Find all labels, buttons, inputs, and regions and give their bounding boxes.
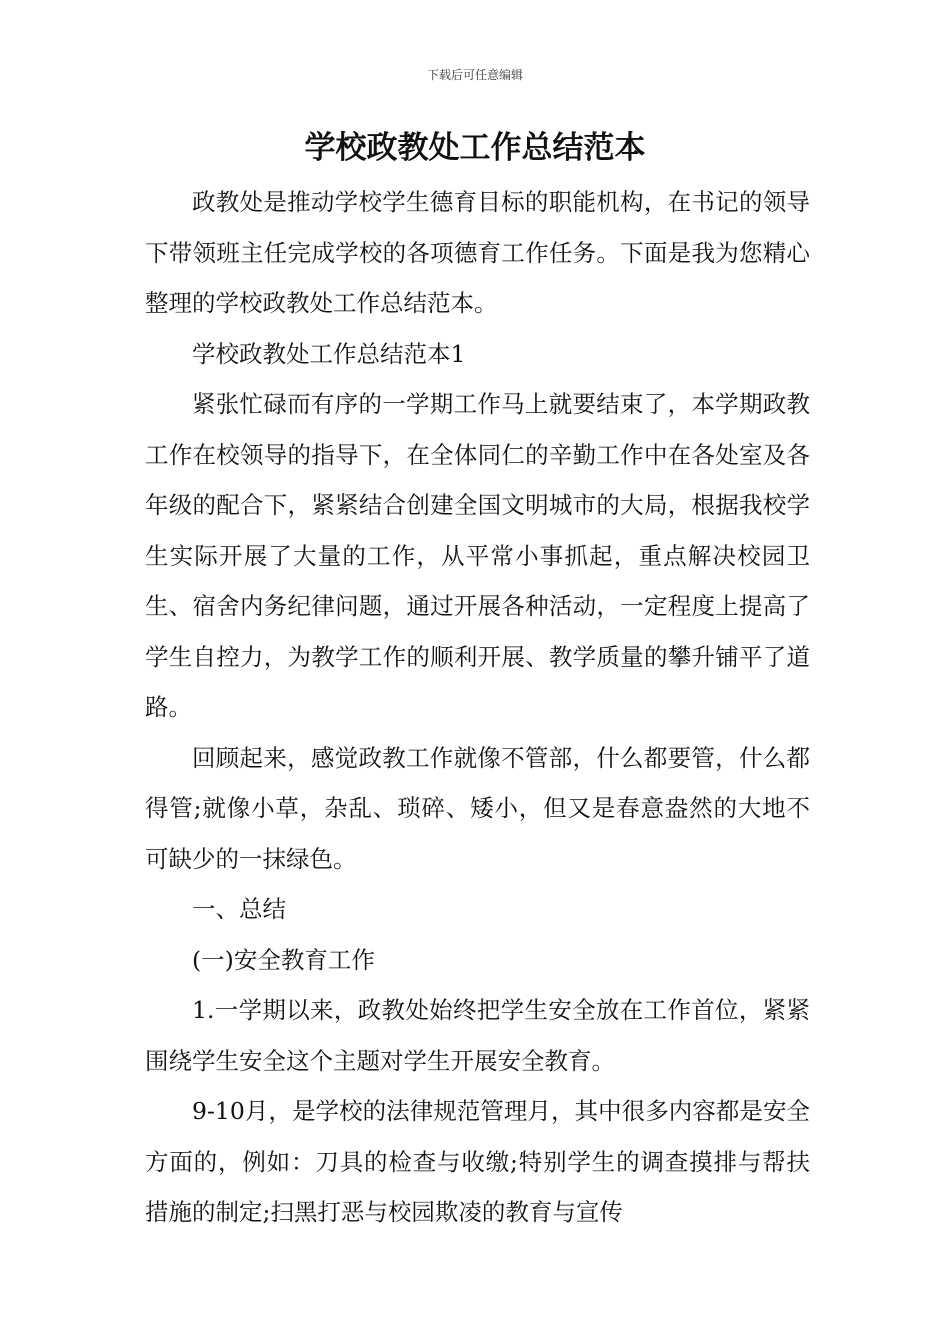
header-note: 下载后可任意编辑 — [426, 68, 523, 82]
paragraph-reflection: 回顾起来，感觉政教工作就像不管部，什么都要管，什么都得管;就像小草，杂乱、琐碎、矮小，但又是春意盎然的大地不可缺少的一抹绿色。 — [145, 743, 810, 873]
paragraph-item-1: 1.一学期以来，政教处始终把学生安全放在工作首位，紧紧围绕学生安全这个主题对学生开展安全教育。 — [145, 996, 810, 1075]
document-body — [145, 177, 810, 1238]
section-heading-summary: 一、总结 — [192, 895, 286, 923]
paragraph-intro: 政教处是推动学校学生德育目标的职能机构，在书记的领导下带领班主任完成学校的各项德育工作任务。下面是我为您精心整理的学校政教处工作总结范本。 — [145, 188, 810, 317]
paragraph-subtitle: 学校政教处工作总结范本1 — [192, 339, 466, 368]
subsection-heading-safety: (一)安全教育工作 — [192, 945, 375, 974]
document-title: 学校政教处工作总结范本 — [304, 130, 646, 166]
paragraph-overview: 紧张忙碌而有序的一学期工作马上就要结束了，本学期政教工作在校领导的指导下，在全体同仁的辛勤工作中在各处室及各年级的配合下，紧紧结合创建全国文明城市的大局，根据我校学生实际开展了大量的工作，从平常小事抓起，重点解决校园卫生、宿舍内务纪律问题，通过开展各种活动，一定程度上提高了学生自控力，为教学工作的顺利开展、教学质量的攀升铺平了道路。 — [145, 390, 810, 721]
paragraph-sep-oct: 9-10月，是学校的法律规范管理月，其中很多内容都是安全方面的，例如：刀具的检查与收缴;特别学生的调查摸排与帮扶措施的制定;扫黑打恶与校园欺凌的教育与宣传 — [145, 1097, 810, 1226]
